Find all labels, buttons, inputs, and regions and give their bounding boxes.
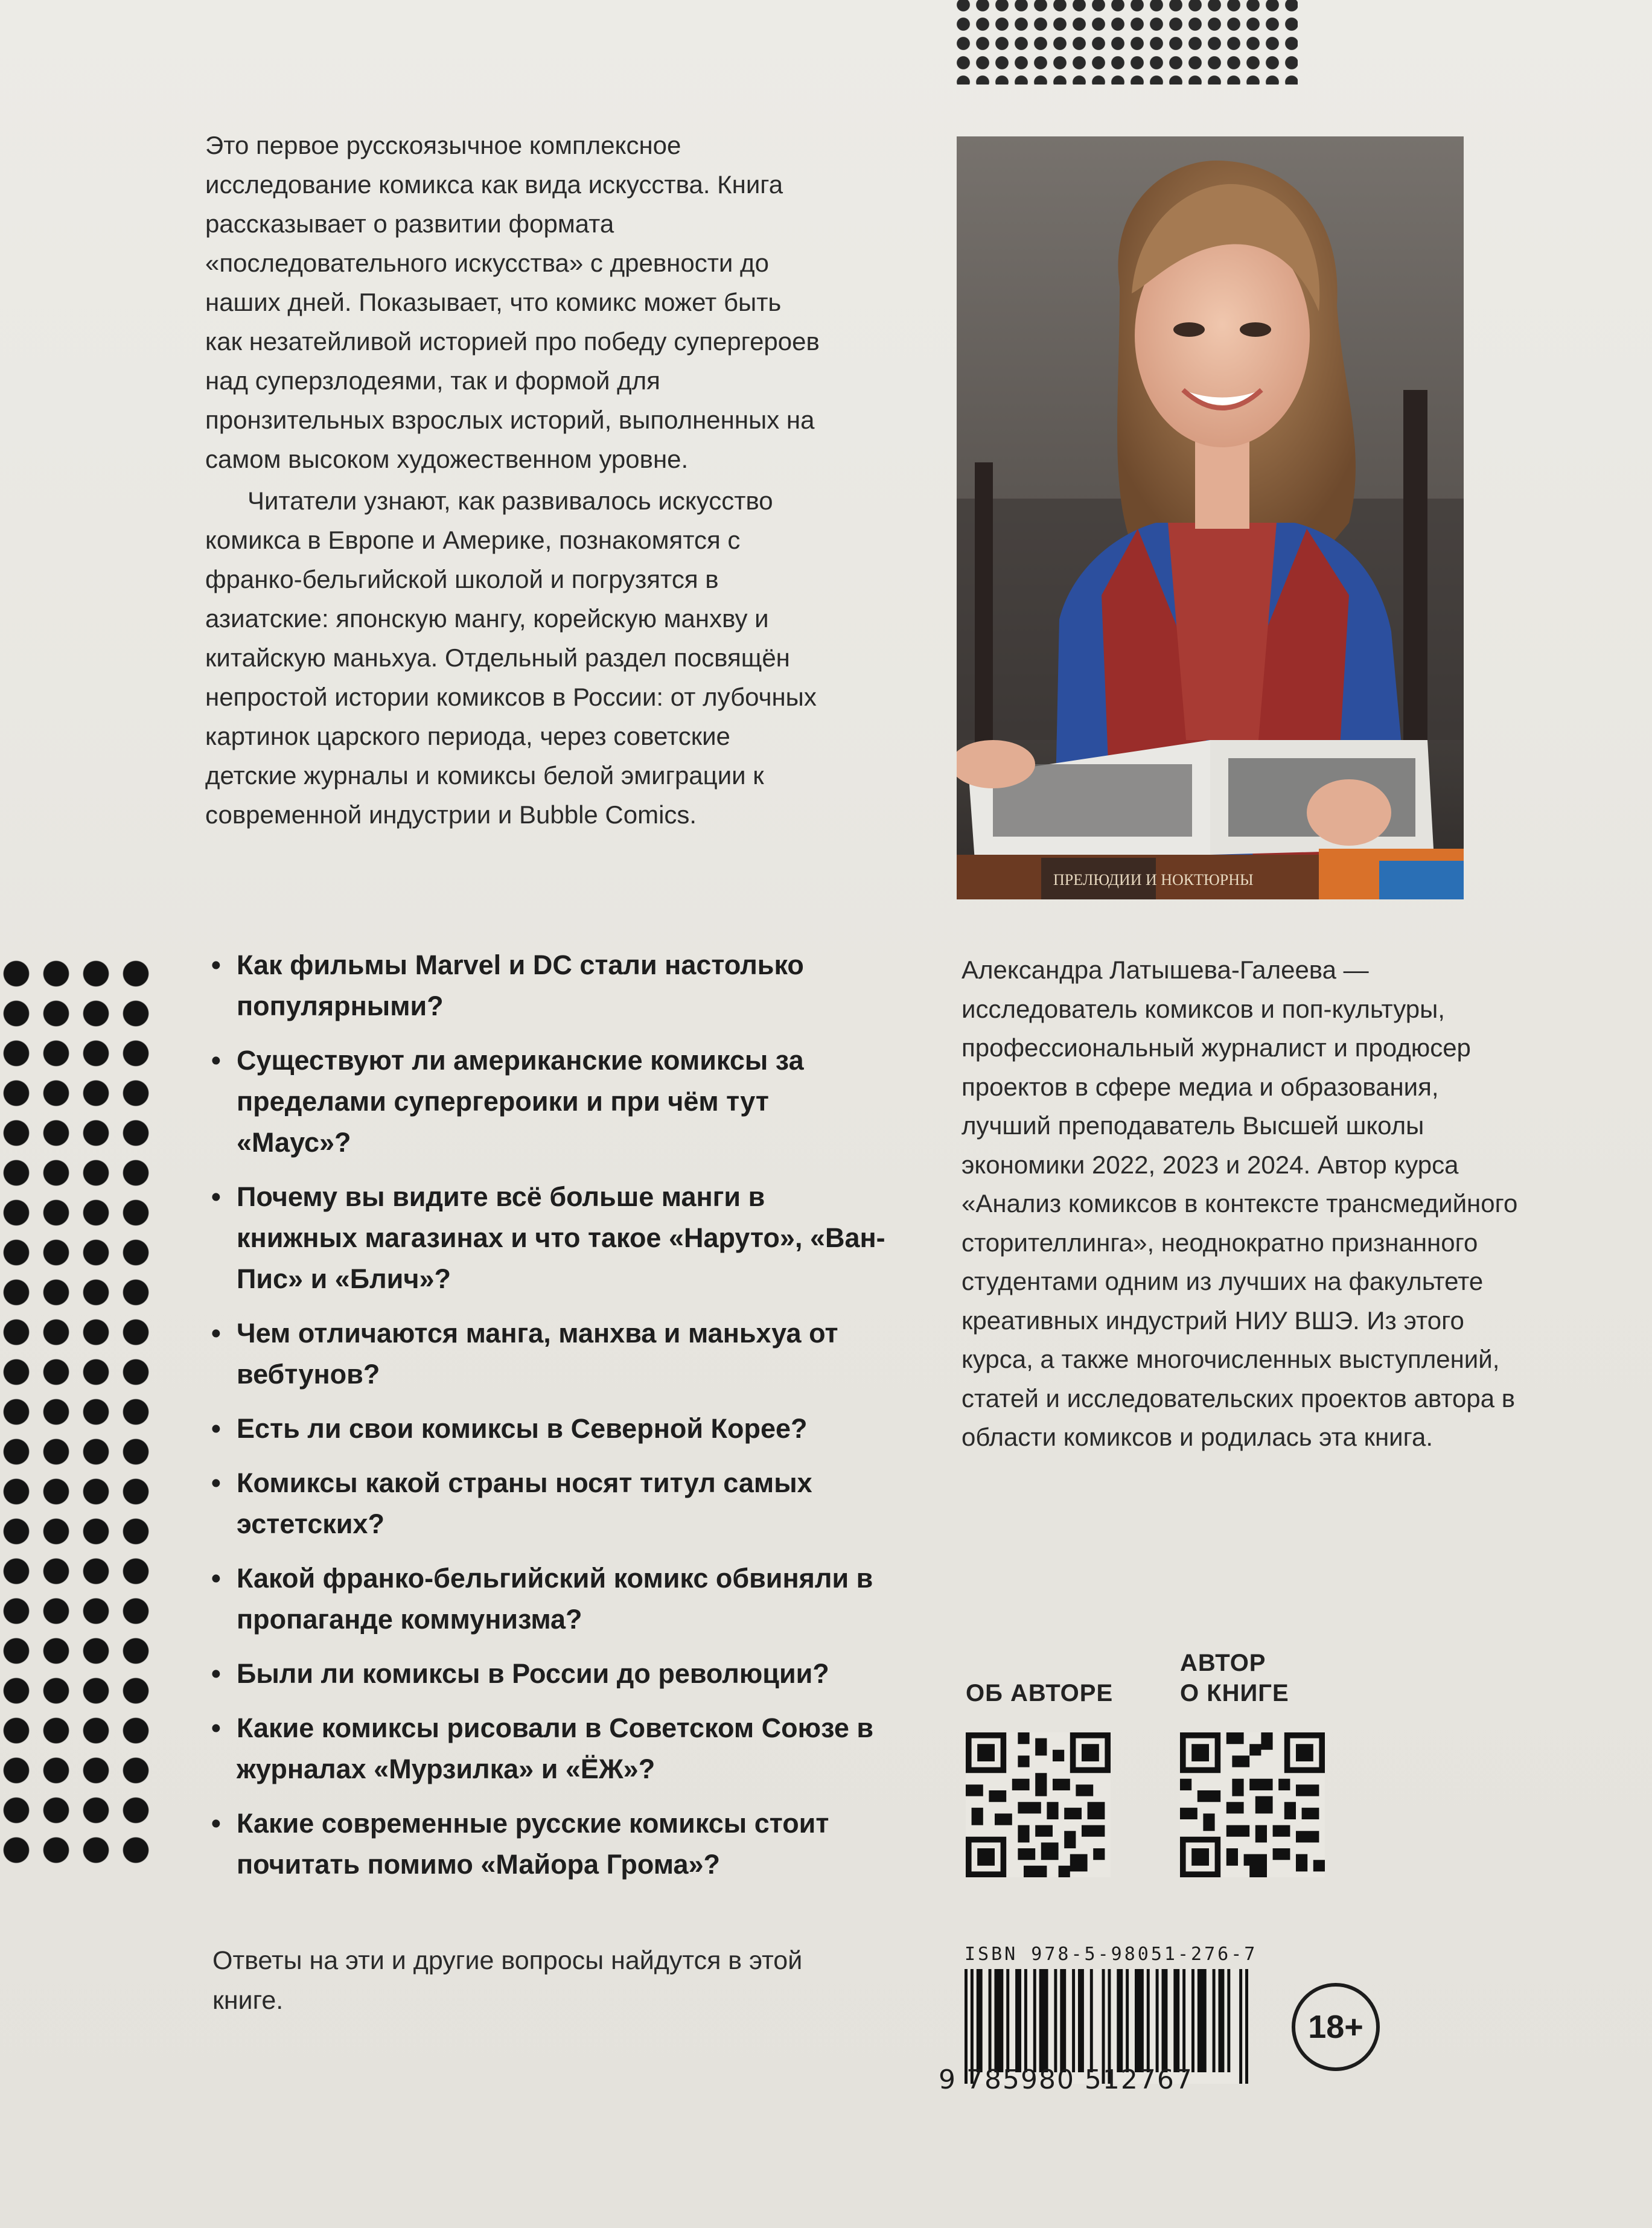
intro-text xyxy=(205,126,821,834)
qr-code-author-about-book[interactable] xyxy=(1180,1732,1325,1877)
list-item: • Есть ли свои комиксы в Северной Корее? xyxy=(211,1408,887,1449)
author-bio: Александра Латышева-Галеева — исследователь комиксов и поп-культуры, профессиональный журналист и продюсер проектов в сфере медиа и образования, лучший преподаватель Высшей школы экономики 2022, 2023 и 2024. Автор курса «Анализ комиксов в контексте трансмедийного сторителлинга», неоднократно признанного студентами одним из лучших на факультете креативных индустрий НИУ ВШЭ. Из этого курса, а также многочисленных выступлений, статей и исследовательских проектов автора в области комиксов и родилась эта книга. xyxy=(962,956,1518,1451)
list-item: • Почему вы видите всё больше манги в книжных магазинах и что такое «Наруто», «Ван-Пис» и «Блич»? xyxy=(211,1176,887,1300)
list-item: • Как фильмы Marvel и DC стали настолько популярными? xyxy=(211,945,887,1027)
list-item: • Какие комиксы рисовали в Советском Союзе в журналах «Мурзилка» и «ЁЖ»? xyxy=(211,1708,887,1790)
list-item: • Были ли комиксы в России до революции? xyxy=(211,1653,887,1694)
age-rating-badge: 18+ xyxy=(1292,1983,1380,2071)
list-item: • Какие современные русские комиксы стоит почитать помимо «Майора Грома»? xyxy=(211,1803,887,1885)
dot-pattern-left xyxy=(0,954,158,1871)
question-list xyxy=(211,945,887,1898)
qr-label-about-author: ОБ АВТОРЕ xyxy=(966,1680,1114,1706)
qr-code-about-author[interactable] xyxy=(966,1732,1111,1877)
intro-paragraph-2: Читатели узнают, как развивалось искусство комикса в Европе и Америке, познакомятся с франко-бельгийской школой и погрузятся в азиатские: японскую мангу, корейскую манхву и китайскую маньхуа. Отдельный раздел посвящён непростой истории комиксов в России: от лубочных картинок царского периода, через советские детские журналы и комиксы белой эмиграции к современной индустрии и Bubble Comics. xyxy=(205,487,817,829)
list-item: • Чем отличаются манга, манхва и маньхуа от вебтунов? xyxy=(211,1313,887,1395)
list-item: • Какой франко-бельгийский комикс обвиняли в пропаганде коммунизма? xyxy=(211,1558,887,1640)
photo-book-title: ПРЕЛЮДИИ И НОКТЮРНЫ xyxy=(1053,871,1254,889)
isbn-number: ISBN 978-5-98051-276-7 xyxy=(965,1944,1258,1965)
qr-label-author-about-book xyxy=(1180,1648,1289,1708)
intro-paragraph-1: Это первое русскоязычное комплексное исследование комикса как вида искусства. Книга рассказывает о развитии формата «последовательного искусства» с древности до наших дней. Показывает, что комикс может быть как незатейливой историей про победу супергероев над суперзлодеями, так и формой для пронзительных взрослых историй, выполненных на самом высоком художественном уровне. xyxy=(205,131,820,473)
closing-text: Ответы на эти и другие вопросы найдутся в этой книге. xyxy=(212,1946,803,2015)
halftone-dots-top xyxy=(954,0,1298,85)
barcode-digits: 9 785980 512767 xyxy=(939,2064,1193,2095)
author-photo xyxy=(957,136,1464,899)
qr-label-line-2: О КНИГЕ xyxy=(1180,1680,1289,1706)
qr-label-line-1: АВТОР xyxy=(1180,1650,1266,1676)
list-item: • Существуют ли американские комиксы за пределами супергероики и при чём тут «Маус»? xyxy=(211,1040,887,1163)
list-item: • Комиксы какой страны носят титул самых эстетских? xyxy=(211,1463,887,1545)
